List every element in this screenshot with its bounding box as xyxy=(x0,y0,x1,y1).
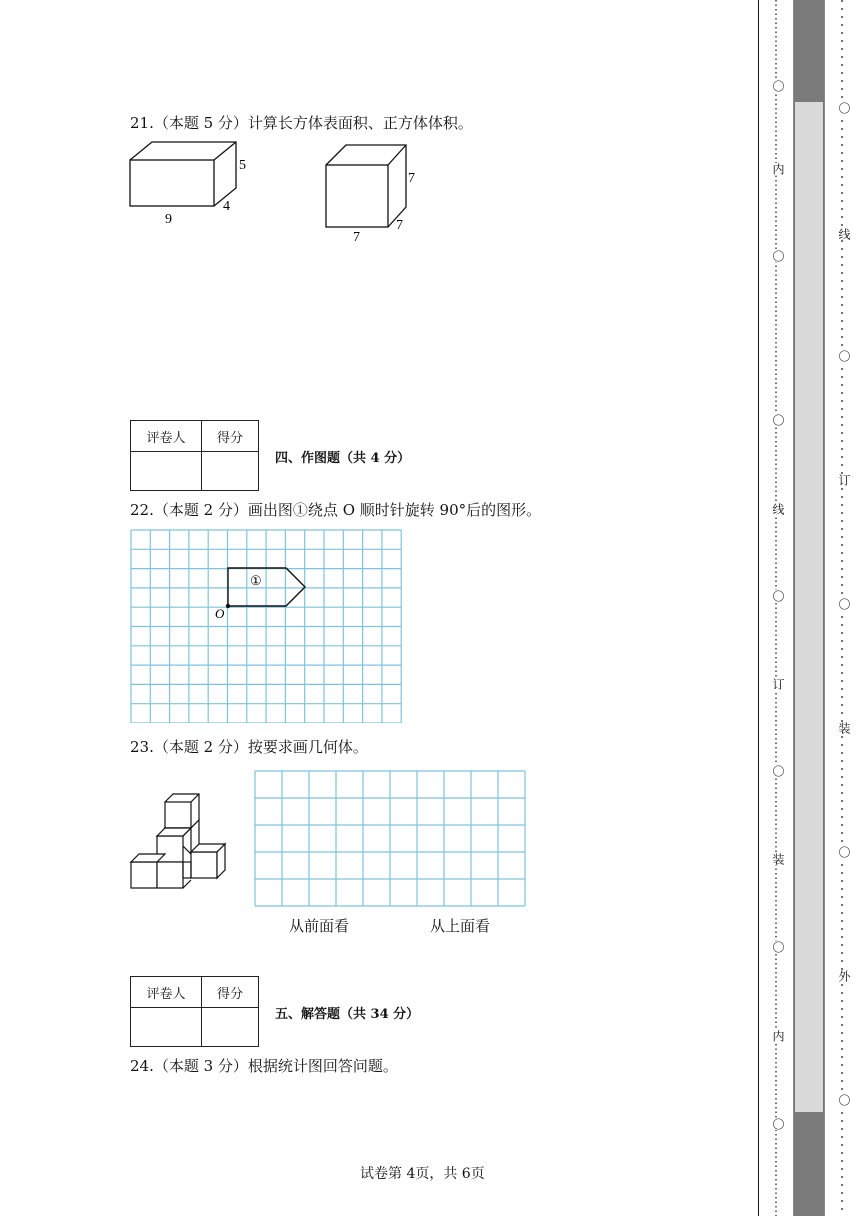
view-top-label: 从上面看 xyxy=(430,917,491,935)
score-table-grader-header: 评卷人 xyxy=(131,977,202,1008)
strip-outer-circle-4: 〇 xyxy=(837,846,851,858)
score-table-1 xyxy=(130,420,259,491)
strip-outer-circle-2: 〇 xyxy=(837,350,851,362)
score-table-grader-cell[interactable] xyxy=(131,452,202,491)
strip-inner-label-2: 线 xyxy=(771,503,785,515)
strip-inner-circle-4: 〇 xyxy=(771,590,785,602)
cube-height-label: 7 xyxy=(408,171,415,186)
cube-depth-label: 7 xyxy=(396,218,403,233)
strip-outer-label-3: 装 xyxy=(837,722,851,734)
strip-inner-circle-6: 〇 xyxy=(771,941,785,953)
strip-outer-label-2: 订 xyxy=(837,474,851,486)
strip-inner-label-1: 内 xyxy=(771,163,785,175)
strip-inner-circle-1: 〇 xyxy=(771,80,785,92)
binding-strip xyxy=(758,0,860,1216)
cube-stack-figure xyxy=(128,790,230,890)
score-table-grader-header: 评卷人 xyxy=(131,421,202,452)
score-table-score-header: 得分 xyxy=(202,421,259,452)
score-table-grader-cell[interactable] xyxy=(131,1008,202,1047)
strip-inner-label-4: 装 xyxy=(771,853,785,865)
point-o xyxy=(226,604,230,608)
cuboid-width-label: 4 xyxy=(223,199,230,214)
strip-inner-circle-5: 〇 xyxy=(771,765,785,777)
point-o-label: O xyxy=(215,606,225,621)
cuboid-height-label: 5 xyxy=(239,158,246,173)
score-table-score-header: 得分 xyxy=(202,977,259,1008)
strip-inner-label-3: 订 xyxy=(771,678,785,690)
strip-outer-circle-1: 〇 xyxy=(837,102,851,114)
question-24-text: 24.（本题 3 分）根据统计图回答问题。 xyxy=(130,1057,398,1075)
strip-inner-circle-7: 〇 xyxy=(771,1118,785,1130)
view-drawing-grid xyxy=(254,770,526,908)
score-table-score-cell[interactable] xyxy=(202,1008,259,1047)
question-21-text: 21.（本题 5 分）计算长方体表面积、正方体体积。 xyxy=(130,114,473,132)
strip-outer-circle-3: 〇 xyxy=(837,598,851,610)
strip-inner-label-5: 内 xyxy=(771,1030,785,1042)
cube-figure xyxy=(320,140,430,250)
shape-1-label: ① xyxy=(250,574,262,589)
strip-outer-circle-5: 〇 xyxy=(837,1094,851,1106)
rotation-grid xyxy=(130,529,404,723)
score-table-score-cell[interactable] xyxy=(202,452,259,491)
strip-outer-label-1: 线 xyxy=(837,228,851,240)
section-5-title: 五、解答题（共 34 分） xyxy=(275,1007,420,1022)
strip-inner-circle-2: 〇 xyxy=(771,250,785,262)
strip-inner-circle-3: 〇 xyxy=(771,414,785,426)
cube-front-label: 7 xyxy=(353,230,360,245)
strip-outer-label-4: 外 xyxy=(837,970,851,982)
cuboid-figure xyxy=(125,135,265,230)
question-22-text: 22.（本题 2 分）画出图①绕点 O 顺时针旋转 90°后的图形。 xyxy=(130,501,542,519)
score-table-2 xyxy=(130,976,259,1047)
question-23-text: 23.（本题 2 分）按要求画几何体。 xyxy=(130,738,368,756)
view-front-label: 从前面看 xyxy=(289,917,350,935)
section-4-title: 四、作图题（共 4 分） xyxy=(275,451,411,466)
page-footer: 试卷第 4页，共 6页 xyxy=(360,1166,485,1182)
cuboid-length-label: 9 xyxy=(165,212,172,227)
